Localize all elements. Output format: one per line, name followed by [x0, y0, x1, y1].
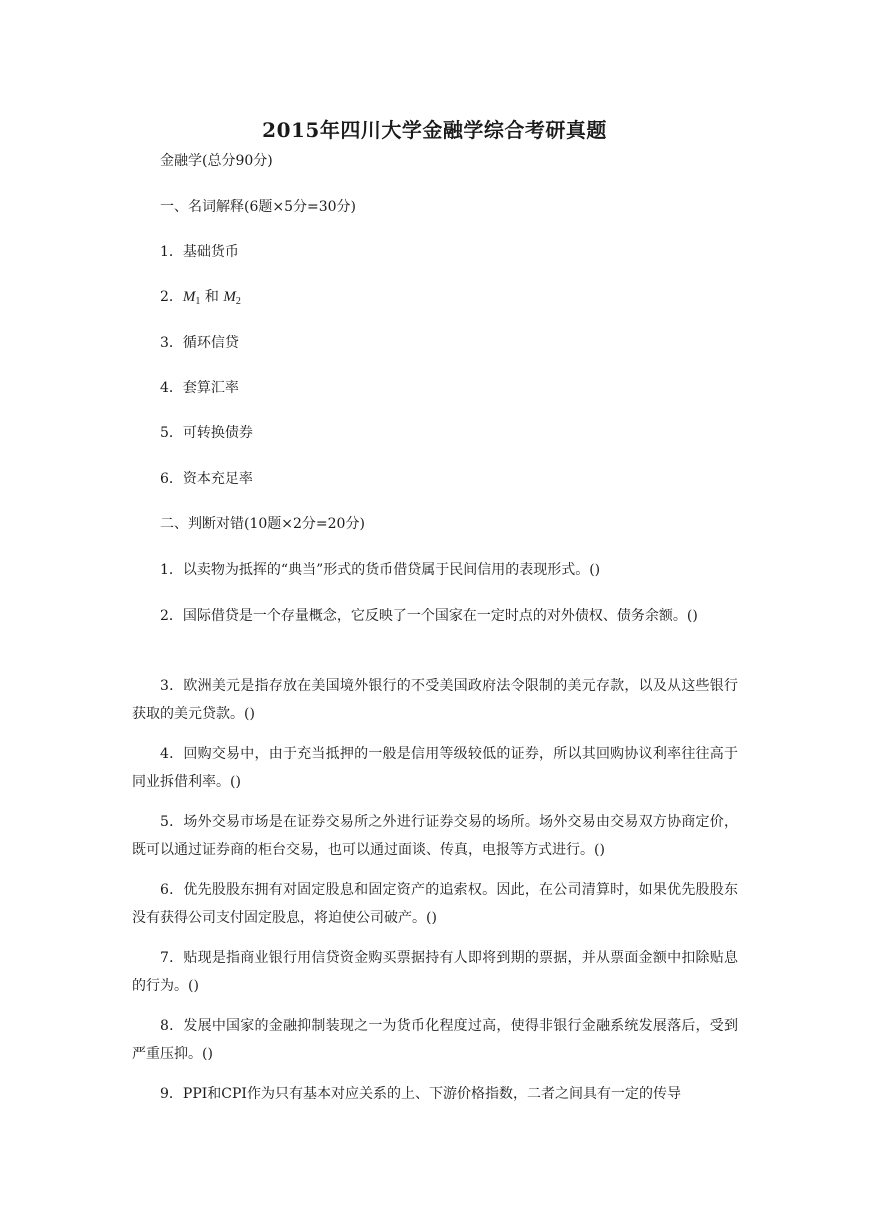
definition-item: 1．基础货币 [160, 244, 239, 260]
definition-item-m1-m2 [160, 287, 241, 312]
definition-item: 6．资本充足率 [160, 471, 253, 487]
document-title: 2015年四川大学金融学综合考研真题 [262, 118, 607, 142]
section-heading-definitions: 一、名词解释(6题×5分=30分) [160, 199, 357, 215]
math-subscript: 1 [195, 296, 201, 307]
true-false-item: 6．优先股股东拥有对固定股息和固定资产的追索权。因此，在公司清算时，如果优先股股东没有获得公司支付固定股息，将迫使公司破产。() [132, 882, 738, 926]
true-false-item: 2．国际借贷是一个存量概念，它反映了一个国家在一定时点的对外债权、债务余额。() [160, 608, 698, 624]
definition-item: 5．可转换债券 [160, 425, 253, 441]
true-false-item: 1．以卖物为抵挥的“典当”形式的货币借贷属于民间信用的表现形式。() [160, 562, 601, 578]
true-false-item: 7．贴现是指商业银行用信贷资金购买票据持有人即将到期的票据，并从票面金额中扣除贴息的行为。() [132, 950, 738, 994]
math-variable: M [182, 289, 196, 305]
true-false-item: 9．PPI和CPI作为只有基本对应关系的上、下游价格指数，二者之间具有一定的传导 [160, 1086, 681, 1102]
item-number: 2． [160, 289, 183, 305]
section-heading-true-false: 二、判断对错(10题×2分=20分) [160, 516, 365, 532]
math-variable: M [223, 289, 236, 305]
true-false-item: 3．欧洲美元是指存放在美国境外银行的不受美国政府法令限制的美元存款，以及从这些银行获取的美元贷款。() [132, 678, 738, 722]
true-false-item: 8．发展中国家的金融抑制装现之一为货币化程度过高，使得非银行金融系统发展落后，受到严重压抑。() [132, 1018, 738, 1062]
math-subscript: 2 [235, 296, 241, 307]
definition-item: 3．循环信贷 [160, 335, 239, 351]
exam-subtitle: 金融学(总分90分) [160, 153, 273, 169]
true-false-item: 5．场外交易市场是在证券交易所之外进行证券交易的场所。场外交易由交易双方协商定价，既可以通过证券商的柜台交易，也可以通过面谈、传真，电报等方式进行。() [132, 814, 738, 858]
true-false-item: 4．回购交易中，由于充当抵押的一般是信用等级较低的证券，所以其回购协议利率往往高于同业拆借利率。() [132, 746, 738, 790]
conjunction: 和 [200, 289, 224, 305]
definition-item: 4．套算汇率 [160, 380, 239, 396]
